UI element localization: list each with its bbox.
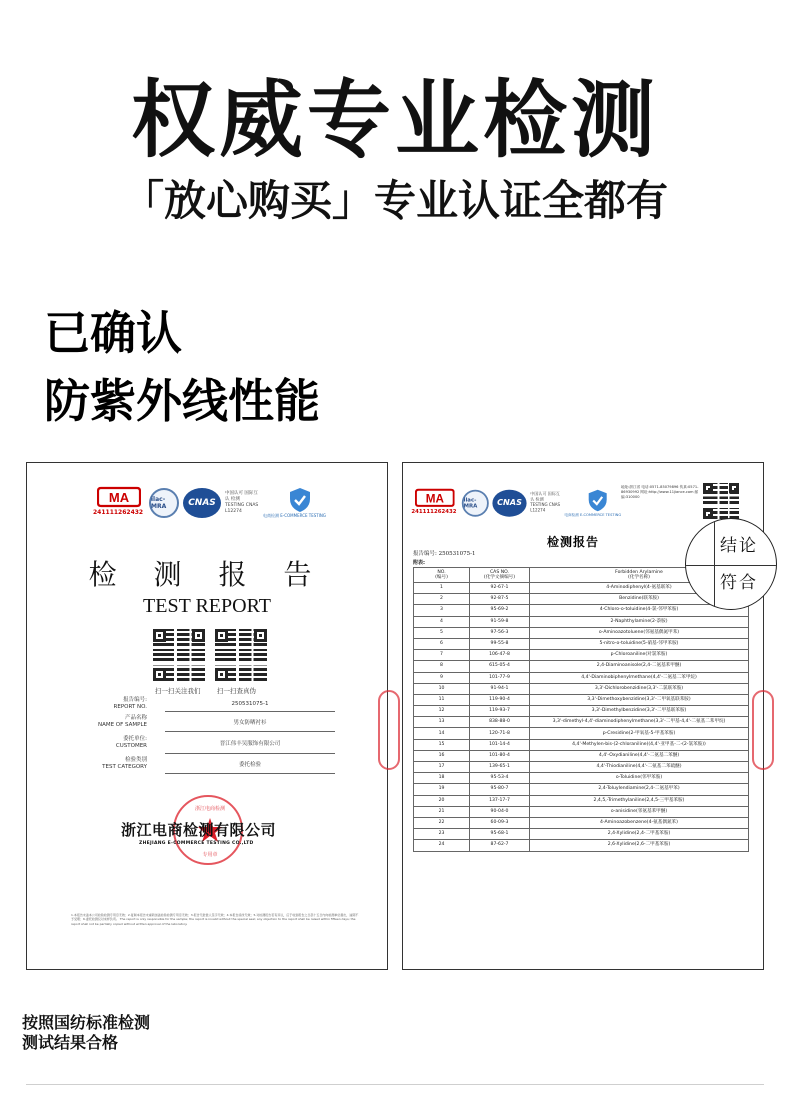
row-name: 4,4'-Methylen-bis-(2-chloraniline)(4,4'-亚甲基-二-(2-氯苯胺)) bbox=[530, 739, 749, 750]
report-title-en: TEST REPORT bbox=[143, 595, 271, 617]
row-cas: 91-94-1 bbox=[470, 683, 530, 694]
row-cas: 97-56-3 bbox=[470, 627, 530, 638]
row-name: 2,4-Toluylendiamine(2,4-二氨基甲苯) bbox=[530, 784, 749, 795]
table-row bbox=[414, 739, 749, 750]
row-cas: 95-69-2 bbox=[470, 605, 530, 616]
table-row bbox=[414, 840, 749, 851]
qr-code-report bbox=[703, 483, 739, 519]
row-cas: 101-77-9 bbox=[470, 672, 530, 683]
edge-seal-left bbox=[378, 690, 400, 770]
cnas-logo: CNAS bbox=[492, 490, 526, 517]
row-no: 19 bbox=[414, 784, 470, 795]
claim-line-1: 已确认 bbox=[44, 306, 182, 360]
table-row bbox=[414, 829, 749, 840]
table-row bbox=[414, 650, 749, 661]
row-cas: 119-90-4 bbox=[470, 694, 530, 705]
row-no: 18 bbox=[414, 773, 470, 784]
company-seal: 浙江电商检测 专用章 bbox=[173, 795, 243, 865]
row-name: o-Aminoazotoluene(邻氨基偶氮甲苯) bbox=[530, 627, 749, 638]
row-name: 3,3'-dimethyl-4,4'-diaminodiphenylmethane(3,3'-二甲基-4,4'-二氨基二苯甲烷) bbox=[530, 717, 749, 728]
row-name: p-Chloroaniline(对氯苯胺) bbox=[530, 650, 749, 661]
row-name: 4-Aminoazobenzene(4-氨基偶氮苯) bbox=[530, 817, 749, 828]
row-cas: 101-14-4 bbox=[470, 739, 530, 750]
report-title-cn: 检 测 报 告 bbox=[88, 558, 326, 591]
report-cover bbox=[26, 462, 388, 970]
row-no: 4 bbox=[414, 616, 470, 627]
table-row bbox=[414, 638, 749, 649]
row-name: 2,4,5,-Trimethylaniline(2,4,5-三甲基苯胺) bbox=[530, 795, 749, 806]
row-no: 6 bbox=[414, 638, 470, 649]
row-cas: 120-71-8 bbox=[470, 728, 530, 739]
cma-code: 241111262432 bbox=[411, 508, 457, 515]
field-label-customer: 委托单位: CUSTOMER bbox=[115, 736, 147, 749]
cert-logo-row bbox=[93, 485, 327, 521]
row-no: 3 bbox=[414, 605, 470, 616]
header-no: NO. (编号) bbox=[414, 568, 470, 583]
cnas-caption: 中国认可 国际互认 检测 TESTING CNAS L12274 bbox=[530, 492, 561, 514]
header-name: Forbidden Arylamine (化学名称) bbox=[530, 568, 749, 583]
table-row bbox=[414, 694, 749, 705]
conclusion-value: 符合 bbox=[720, 573, 758, 593]
row-name: 4-Chloro-o-toluidine(4-氯-邻甲苯胺) bbox=[530, 605, 749, 616]
table-row bbox=[414, 795, 749, 806]
field-label-sample: 产品名称 NAME OF SAMPLE bbox=[97, 715, 147, 728]
row-no: 24 bbox=[414, 840, 470, 851]
shield-check-icon bbox=[289, 487, 311, 513]
table-row bbox=[414, 672, 749, 683]
table-row bbox=[414, 717, 749, 728]
ilac-mra-logo: ilac-MRA bbox=[149, 488, 179, 518]
arylamine-table bbox=[413, 567, 749, 852]
row-cas: 87-62-7 bbox=[470, 840, 530, 851]
field-label-report-no: 报告编号: REPORT NO. bbox=[113, 697, 147, 710]
row-no: 20 bbox=[414, 795, 470, 806]
detail-title: 检测报告 bbox=[547, 535, 600, 549]
row-name: 4,4'-Thiodianiline(4,4'-二氨基二苯硫醚) bbox=[530, 762, 749, 773]
row-name: 2,4-Diaminoanisole(2,4-二氨基苯甲醚) bbox=[530, 661, 749, 672]
table-row bbox=[414, 762, 749, 773]
table-row bbox=[414, 683, 749, 694]
table-row bbox=[414, 750, 749, 761]
row-name: 4-Aminodiphenyl(4-氨基联苯) bbox=[530, 583, 749, 594]
conclusion-label: 结论 bbox=[720, 536, 758, 556]
table-row bbox=[414, 706, 749, 717]
row-no: 21 bbox=[414, 806, 470, 817]
shield-check-icon bbox=[587, 489, 607, 512]
table-row bbox=[414, 605, 749, 616]
row-name: 4,4'-Oxydianiline(4,4'-二氨基二苯醚) bbox=[530, 750, 749, 761]
table-row bbox=[414, 728, 749, 739]
table-row bbox=[414, 806, 749, 817]
cnas-logo: CNAS bbox=[183, 488, 221, 518]
row-no: 1 bbox=[414, 583, 470, 594]
row-name: 5-nitro-o-toluidine(5-硝基-邻甲苯胺) bbox=[530, 638, 749, 649]
edge-seal-right bbox=[752, 690, 774, 770]
row-name: 2,4-Xylidine(2,4-二甲基苯胺) bbox=[530, 829, 749, 840]
row-cas: 95-68-1 bbox=[470, 829, 530, 840]
svg-text:MA: MA bbox=[108, 490, 130, 505]
shield-caption: 电商检测 E-COMMERCE TESTING bbox=[263, 513, 327, 518]
row-no: 14 bbox=[414, 728, 470, 739]
row-name: Benzidine(联苯胺) bbox=[530, 594, 749, 605]
row-cas: 99-55-8 bbox=[470, 638, 530, 649]
row-name: o-anisidine(邻氨基苯甲醚) bbox=[530, 806, 749, 817]
qr-code-verify bbox=[215, 629, 267, 681]
field-value-sample: 男女防晒衬衫 bbox=[233, 720, 267, 726]
lab-contact-info: 地址:浙江省 电话:0571-85079896 传真:0571-86930992 网址:http://www.11jiance.com 邮编:310000 bbox=[621, 485, 699, 499]
hero-title: 权威专业检测 bbox=[130, 71, 659, 169]
company-name-en: ZHEJIANG E-COMMERCE TESTING CO.,LTD bbox=[139, 841, 254, 846]
row-no: 22 bbox=[414, 817, 470, 828]
cma-logo bbox=[411, 487, 457, 519]
row-no: 10 bbox=[414, 683, 470, 694]
row-name: 3,3'-Dichlorobenzidine(3,3'-二氯联苯胺) bbox=[530, 683, 749, 694]
row-cas: 615-05-4 bbox=[470, 661, 530, 672]
row-name: 3,3'-Dimethylbenzidine(3,3'-二甲基联苯胺) bbox=[530, 706, 749, 717]
detail-attachment-label: 附表: bbox=[413, 560, 425, 566]
footer-line-2: 测试结果合格 bbox=[22, 1033, 119, 1052]
table-row bbox=[414, 661, 749, 672]
conclusion-magnifier bbox=[685, 518, 777, 610]
fine-print: 1.本报告未盖本公司检验检测专用章无效；2.复制本报告未重新加盖检验检测专用章无效；3.报告无批准人签字无效；4.本报告涂改无效；5.对检测报告若有异议，应于收到报告之日起十五日内向检测单位提出，逾期不予受理；6.委托检测仅对来样负责。 The report is only responsible for the sample; the report is invalid without the special seal; any objection to the report shall be raised within fifteen days; the report shall not be partially copied without written approval of the laboratory. bbox=[71, 913, 359, 926]
row-no: 16 bbox=[414, 750, 470, 761]
field-value-customer: 晋江伟丰吴服饰有限公司 bbox=[219, 741, 281, 747]
row-cas: 92-67-1 bbox=[470, 583, 530, 594]
row-cas: 92-87-5 bbox=[470, 594, 530, 605]
table-row bbox=[414, 817, 749, 828]
cnas-caption: 中国认可 国际互认 检测 TESTING CNAS L12274 bbox=[225, 491, 259, 514]
cma-mark-icon bbox=[97, 485, 141, 509]
row-no: 9 bbox=[414, 672, 470, 683]
cma-code: 241111262432 bbox=[93, 509, 144, 516]
ilac-mra-logo: ilac-MRA bbox=[462, 490, 489, 517]
detail-report-no: 报告编号: 250531075-1 bbox=[413, 551, 476, 557]
cma-logo bbox=[93, 485, 144, 521]
header-cas: CAS NO. (化学文摘编号) bbox=[470, 568, 530, 583]
row-no: 11 bbox=[414, 694, 470, 705]
hero-subtitle: 「放心购买」专业认证全都有 bbox=[121, 176, 668, 225]
row-no: 17 bbox=[414, 762, 470, 773]
row-cas: 90-04-0 bbox=[470, 806, 530, 817]
row-no: 2 bbox=[414, 594, 470, 605]
company-name-cn: 浙江电商检测有限公司 bbox=[121, 821, 277, 839]
table-row bbox=[414, 627, 749, 638]
field-value-category: 委托检验 bbox=[238, 762, 261, 768]
table-row bbox=[414, 784, 749, 795]
claim-line-2: 防紫外线性能 bbox=[44, 374, 320, 428]
qr-caption-verify: 扫一扫查真伪 bbox=[217, 687, 256, 695]
cma-mark-icon bbox=[415, 487, 455, 509]
row-no: 8 bbox=[414, 661, 470, 672]
row-cas: 95-80-7 bbox=[470, 784, 530, 795]
field-label-category: 检验类别 TEST CATEGORY bbox=[102, 757, 147, 770]
table-row bbox=[414, 773, 749, 784]
row-name: o-Toluidine(邻甲苯胺) bbox=[530, 773, 749, 784]
row-no: 7 bbox=[414, 650, 470, 661]
row-cas: 139-65-1 bbox=[470, 762, 530, 773]
row-no: 5 bbox=[414, 627, 470, 638]
qr-caption-follow: 扫一扫关注我们 bbox=[155, 687, 201, 695]
row-name: 3,3'-Dimethoxybenzidine(3,3'-二甲氧基联苯胺) bbox=[530, 694, 749, 705]
svg-text:MA: MA bbox=[425, 492, 444, 506]
row-name: 4,4'-Diaminobiphenylmethane(4,4'-二氨基二苯甲烷) bbox=[530, 672, 749, 683]
row-no: 13 bbox=[414, 717, 470, 728]
cert-logo-row-right bbox=[411, 487, 622, 519]
row-cas: 838-88-0 bbox=[470, 717, 530, 728]
row-cas: 137-17-7 bbox=[470, 795, 530, 806]
shield-caption: 电商检测 E-COMMERCE TESTING bbox=[564, 512, 622, 517]
row-no: 23 bbox=[414, 829, 470, 840]
row-cas: 91-59-8 bbox=[470, 616, 530, 627]
row-cas: 101-80-4 bbox=[470, 750, 530, 761]
row-cas: 60-09-3 bbox=[470, 817, 530, 828]
field-value-report-no: 250531075-1 bbox=[231, 701, 269, 707]
row-cas: 119-93-7 bbox=[470, 706, 530, 717]
footer-line-1: 按照国纺标准检测 bbox=[22, 1013, 151, 1032]
qr-code-follow bbox=[153, 629, 205, 681]
row-name: 2,6-Xylidine(2,6-二甲基苯胺) bbox=[530, 840, 749, 851]
row-cas: 106-47-8 bbox=[470, 650, 530, 661]
row-name: p-Cresidine(2-甲氧基-5-甲基苯胺) bbox=[530, 728, 749, 739]
row-name: 2-Naphthylamine(2-萘胺) bbox=[530, 616, 749, 627]
row-no: 15 bbox=[414, 739, 470, 750]
row-no: 12 bbox=[414, 706, 470, 717]
row-cas: 95-53-4 bbox=[470, 773, 530, 784]
footer-divider bbox=[26, 1084, 764, 1085]
table-row bbox=[414, 616, 749, 627]
